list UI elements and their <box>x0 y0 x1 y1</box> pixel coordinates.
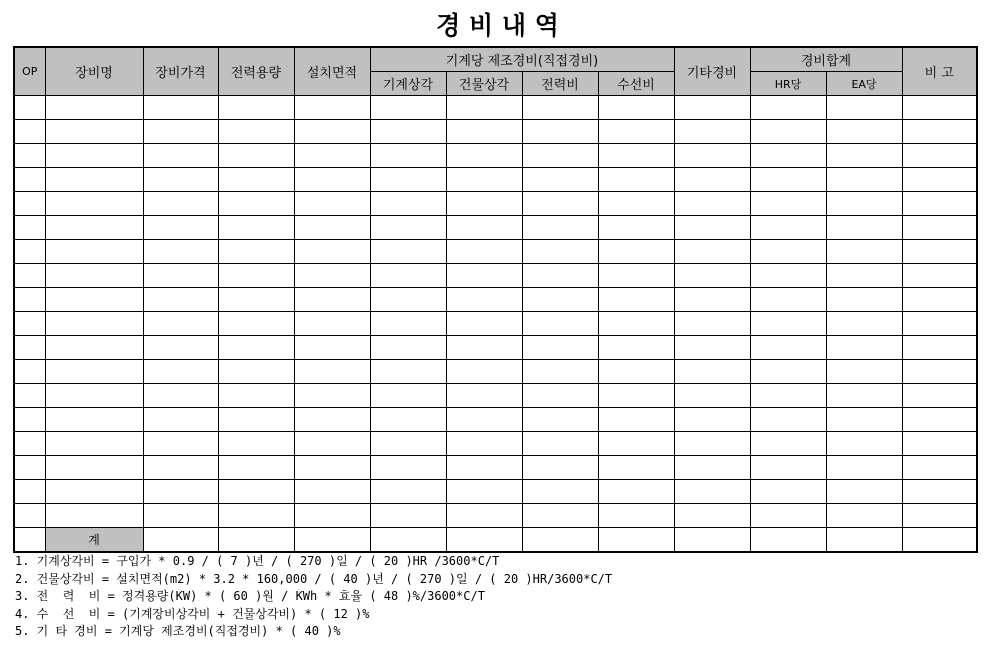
table-cell[interactable] <box>14 168 45 192</box>
table-cell[interactable] <box>218 216 294 240</box>
table-cell[interactable] <box>143 120 218 144</box>
table-cell[interactable] <box>674 240 750 264</box>
table-cell[interactable] <box>218 312 294 336</box>
table-cell[interactable] <box>902 240 977 264</box>
table-cell[interactable] <box>294 192 370 216</box>
table-row <box>14 432 977 456</box>
table-cell[interactable] <box>370 96 446 120</box>
table-cell[interactable] <box>750 456 826 480</box>
table-cell[interactable] <box>143 240 218 264</box>
table-cell[interactable] <box>143 360 218 384</box>
table-cell[interactable] <box>294 144 370 168</box>
table-cell[interactable] <box>143 408 218 432</box>
table-cell[interactable] <box>14 288 45 312</box>
table-cell[interactable] <box>294 96 370 120</box>
table-row <box>14 504 977 528</box>
table-row <box>14 408 977 432</box>
table-cell[interactable] <box>522 120 598 144</box>
table-cell[interactable] <box>674 528 750 553</box>
header-power-capacity: 전력용량 <box>218 47 294 96</box>
table-row <box>14 288 977 312</box>
table-cell[interactable] <box>143 144 218 168</box>
table-cell[interactable] <box>446 240 522 264</box>
table-cell[interactable] <box>446 216 522 240</box>
table-cell[interactable] <box>370 384 446 408</box>
table-cell[interactable] <box>14 336 45 360</box>
table-cell[interactable] <box>750 288 826 312</box>
table-cell[interactable] <box>370 456 446 480</box>
table-cell[interactable] <box>522 480 598 504</box>
table-cell[interactable] <box>370 144 446 168</box>
header-install-area: 설치면적 <box>294 47 370 96</box>
table-row <box>14 480 977 504</box>
header-building-depreciation: 건물상각 <box>446 72 522 96</box>
table-cell[interactable] <box>750 408 826 432</box>
table-row <box>14 144 977 168</box>
table-cell[interactable] <box>446 120 522 144</box>
table-cell[interactable] <box>45 144 143 168</box>
table-cell[interactable] <box>598 312 674 336</box>
table-cell[interactable] <box>218 120 294 144</box>
header-remark: 비 고 <box>902 47 977 96</box>
table-cell[interactable] <box>522 432 598 456</box>
table-cell[interactable] <box>143 336 218 360</box>
table-cell[interactable] <box>750 264 826 288</box>
table-cell[interactable] <box>598 360 674 384</box>
table-cell[interactable] <box>218 504 294 528</box>
table-cell[interactable] <box>143 432 218 456</box>
table-cell[interactable] <box>598 504 674 528</box>
note-line: 2. 건물상각비 = 설치면적(m2) * 3.2 * 160,000 / ( 40 )년 / ( 270 )일 / ( 20 )HR/3600*C/T <box>15 571 613 586</box>
table-cell[interactable] <box>14 192 45 216</box>
table-cell[interactable] <box>446 312 522 336</box>
table-cell[interactable] <box>446 168 522 192</box>
table-cell[interactable] <box>674 96 750 120</box>
table-cell[interactable] <box>902 432 977 456</box>
table-cell[interactable] <box>522 96 598 120</box>
table-row <box>14 96 977 120</box>
table-cell[interactable] <box>218 456 294 480</box>
table-cell[interactable] <box>45 480 143 504</box>
table-cell[interactable] <box>218 384 294 408</box>
table-cell[interactable] <box>522 360 598 384</box>
table-cell[interactable] <box>750 336 826 360</box>
table-row <box>14 168 977 192</box>
table-cell[interactable] <box>750 360 826 384</box>
table-cell[interactable] <box>598 456 674 480</box>
table-cell[interactable] <box>826 384 902 408</box>
table-cell[interactable] <box>902 312 977 336</box>
table-cell[interactable] <box>14 264 45 288</box>
table-cell[interactable] <box>446 504 522 528</box>
table-cell[interactable] <box>294 168 370 192</box>
table-cell[interactable] <box>143 384 218 408</box>
table-cell[interactable] <box>218 528 294 553</box>
table-cell[interactable] <box>750 240 826 264</box>
table-cell[interactable] <box>750 120 826 144</box>
table-cell[interactable] <box>674 288 750 312</box>
table-cell[interactable] <box>674 336 750 360</box>
table-cell[interactable] <box>522 456 598 480</box>
table-cell[interactable] <box>218 408 294 432</box>
table-cell[interactable] <box>522 144 598 168</box>
table-cell[interactable] <box>598 144 674 168</box>
table-cell[interactable] <box>598 384 674 408</box>
table-cell[interactable] <box>674 432 750 456</box>
table-cell[interactable] <box>294 240 370 264</box>
header-per-hour: HR당 <box>750 72 826 96</box>
table-cell[interactable] <box>294 336 370 360</box>
table-cell[interactable] <box>294 456 370 480</box>
table-cell[interactable] <box>294 288 370 312</box>
header-other-expense: 기타경비 <box>674 47 750 96</box>
table-cell[interactable] <box>45 384 143 408</box>
table-row <box>14 384 977 408</box>
table-cell[interactable] <box>522 408 598 432</box>
table-cell[interactable] <box>143 96 218 120</box>
table-row <box>14 216 977 240</box>
table-cell[interactable] <box>14 456 45 480</box>
table-cell[interactable] <box>902 168 977 192</box>
table-cell[interactable] <box>446 336 522 360</box>
table-cell[interactable] <box>446 408 522 432</box>
table-cell[interactable] <box>14 240 45 264</box>
table-cell[interactable] <box>598 288 674 312</box>
table-cell[interactable] <box>826 96 902 120</box>
table-cell[interactable] <box>674 312 750 336</box>
table-cell[interactable] <box>294 504 370 528</box>
table-cell[interactable] <box>370 264 446 288</box>
table-cell[interactable] <box>750 216 826 240</box>
table-cell[interactable] <box>218 96 294 120</box>
table-cell[interactable] <box>902 456 977 480</box>
table-cell[interactable] <box>598 528 674 553</box>
table-cell[interactable] <box>826 216 902 240</box>
table-cell[interactable] <box>14 360 45 384</box>
table-cell[interactable] <box>674 360 750 384</box>
table-cell[interactable] <box>218 360 294 384</box>
table-cell[interactable] <box>750 312 826 336</box>
header-equipment-price: 장비가격 <box>143 47 218 96</box>
table-cell[interactable] <box>370 528 446 553</box>
table-cell[interactable] <box>522 192 598 216</box>
table-cell[interactable] <box>446 96 522 120</box>
table-cell[interactable] <box>370 288 446 312</box>
table-cell[interactable] <box>218 192 294 216</box>
table-cell[interactable] <box>826 408 902 432</box>
table-row <box>14 192 977 216</box>
table-cell[interactable] <box>14 120 45 144</box>
table-cell[interactable] <box>294 528 370 553</box>
table-cell[interactable] <box>522 168 598 192</box>
table-cell[interactable] <box>522 216 598 240</box>
table-cell[interactable] <box>143 480 218 504</box>
table-cell[interactable] <box>826 528 902 553</box>
table-cell[interactable] <box>218 144 294 168</box>
table-cell[interactable] <box>45 264 143 288</box>
table-cell[interactable] <box>522 264 598 288</box>
table-cell[interactable] <box>370 312 446 336</box>
table-cell[interactable] <box>522 288 598 312</box>
table-cell[interactable] <box>674 192 750 216</box>
table-cell[interactable] <box>598 120 674 144</box>
table-cell[interactable] <box>370 240 446 264</box>
table-cell[interactable] <box>294 480 370 504</box>
table-cell[interactable] <box>14 384 45 408</box>
table-cell[interactable] <box>522 336 598 360</box>
table-cell[interactable] <box>45 192 143 216</box>
table-cell[interactable] <box>826 480 902 504</box>
table-cell[interactable] <box>826 120 902 144</box>
table-cell[interactable] <box>826 144 902 168</box>
table-cell[interactable] <box>750 144 826 168</box>
table-cell[interactable] <box>294 384 370 408</box>
header-direct-expense: 기계당 제조경비(직접경비) <box>370 47 674 72</box>
table-cell[interactable] <box>598 432 674 456</box>
table-cell[interactable] <box>598 336 674 360</box>
table-cell[interactable] <box>294 312 370 336</box>
table-cell[interactable] <box>45 288 143 312</box>
table-cell[interactable] <box>14 96 45 120</box>
table-cell[interactable] <box>902 264 977 288</box>
table-cell[interactable] <box>674 384 750 408</box>
note-line: 5. 기 타 경비 = 기계당 제조경비(직접경비) * ( 40 )% <box>15 624 341 639</box>
table-cell[interactable] <box>902 360 977 384</box>
table-cell[interactable] <box>446 144 522 168</box>
table-cell[interactable] <box>750 528 826 553</box>
table-cell[interactable] <box>750 504 826 528</box>
table-cell[interactable] <box>902 96 977 120</box>
table-cell[interactable] <box>750 192 826 216</box>
table-cell[interactable] <box>826 360 902 384</box>
header-repair-cost: 수선비 <box>598 72 674 96</box>
table-cell[interactable] <box>826 312 902 336</box>
header-expense-total: 경비합계 <box>750 47 902 72</box>
table-cell[interactable] <box>446 528 522 553</box>
table-cell[interactable] <box>294 360 370 384</box>
table-cell[interactable] <box>902 144 977 168</box>
table-cell[interactable] <box>143 504 218 528</box>
table-cell[interactable] <box>143 264 218 288</box>
table-cell[interactable] <box>674 264 750 288</box>
table-cell[interactable] <box>750 480 826 504</box>
table-cell[interactable] <box>674 216 750 240</box>
table-cell[interactable] <box>370 168 446 192</box>
table-cell[interactable] <box>370 504 446 528</box>
table-row <box>14 264 977 288</box>
page-title: 경 비 내 역 <box>436 11 559 40</box>
table-cell[interactable] <box>750 432 826 456</box>
table-cell[interactable] <box>218 288 294 312</box>
table-cell[interactable] <box>902 192 977 216</box>
table-cell[interactable] <box>14 528 45 553</box>
table-cell[interactable] <box>218 240 294 264</box>
table-cell[interactable] <box>598 216 674 240</box>
table-cell[interactable] <box>522 384 598 408</box>
table-cell[interactable] <box>522 528 598 553</box>
table-cell[interactable] <box>750 384 826 408</box>
table-cell[interactable] <box>598 408 674 432</box>
table-cell[interactable] <box>902 384 977 408</box>
table-cell[interactable] <box>45 408 143 432</box>
table-cell[interactable] <box>826 168 902 192</box>
table-row <box>14 120 977 144</box>
note-line: 3. 전 력 비 = 정격용량(KW) * ( 60 )원 / KWh * 효율 ( 48 )%/3600*C/T <box>15 589 485 604</box>
table-cell[interactable] <box>674 168 750 192</box>
table-cell[interactable] <box>826 288 902 312</box>
formula-notes <box>15 553 612 641</box>
table-cell[interactable] <box>143 192 218 216</box>
table-cell[interactable] <box>45 96 143 120</box>
table-cell[interactable] <box>902 480 977 504</box>
table-cell[interactable] <box>370 432 446 456</box>
table-cell[interactable] <box>45 504 143 528</box>
table-cell[interactable] <box>674 456 750 480</box>
expense-table <box>13 46 978 553</box>
table-cell[interactable] <box>370 192 446 216</box>
table-cell[interactable] <box>370 480 446 504</box>
table-cell[interactable] <box>294 432 370 456</box>
table-cell[interactable] <box>14 480 45 504</box>
table-cell[interactable] <box>45 432 143 456</box>
table-cell[interactable] <box>14 216 45 240</box>
table-cell[interactable] <box>294 120 370 144</box>
table-cell[interactable] <box>750 96 826 120</box>
table-cell[interactable] <box>294 216 370 240</box>
table-cell[interactable] <box>674 504 750 528</box>
table-cell[interactable] <box>598 168 674 192</box>
table-cell[interactable] <box>294 264 370 288</box>
table-cell[interactable] <box>902 408 977 432</box>
table-cell[interactable] <box>143 288 218 312</box>
total-label: 계 <box>45 528 143 553</box>
table-row <box>14 240 977 264</box>
table-cell[interactable] <box>826 504 902 528</box>
table-cell[interactable] <box>370 336 446 360</box>
table-cell[interactable] <box>45 312 143 336</box>
table-cell[interactable] <box>14 408 45 432</box>
table-cell[interactable] <box>218 432 294 456</box>
table-cell[interactable] <box>45 360 143 384</box>
table-cell[interactable] <box>14 504 45 528</box>
table-cell[interactable] <box>45 168 143 192</box>
table-cell[interactable] <box>446 456 522 480</box>
table-cell[interactable] <box>45 120 143 144</box>
table-cell[interactable] <box>370 216 446 240</box>
header-machine-depreciation: 기계상각 <box>370 72 446 96</box>
table-cell[interactable] <box>370 408 446 432</box>
table-cell[interactable] <box>143 312 218 336</box>
table-cell[interactable] <box>902 120 977 144</box>
table-cell[interactable] <box>674 120 750 144</box>
note-line: 1. 기계상각비 = 구입가 * 0.9 / ( 7 )년 / ( 270 )일 / ( 20 )HR /3600*C/T <box>15 554 500 568</box>
table-cell[interactable] <box>598 192 674 216</box>
table-cell[interactable] <box>446 432 522 456</box>
table-cell[interactable] <box>674 480 750 504</box>
table-cell[interactable] <box>598 240 674 264</box>
table-cell[interactable] <box>902 504 977 528</box>
table-cell[interactable] <box>45 336 143 360</box>
table-cell[interactable] <box>598 264 674 288</box>
table-cell[interactable] <box>143 528 218 553</box>
table-cell[interactable] <box>522 240 598 264</box>
table-cell[interactable] <box>218 336 294 360</box>
table-cell[interactable] <box>902 336 977 360</box>
table-cell[interactable] <box>826 192 902 216</box>
table-cell[interactable] <box>446 384 522 408</box>
table-cell[interactable] <box>45 240 143 264</box>
table-cell[interactable] <box>826 336 902 360</box>
header-electricity-cost: 전력비 <box>522 72 598 96</box>
table-cell[interactable] <box>750 168 826 192</box>
table-cell[interactable] <box>826 264 902 288</box>
table-cell[interactable] <box>446 192 522 216</box>
table-cell[interactable] <box>218 264 294 288</box>
table-cell[interactable] <box>370 360 446 384</box>
table-cell[interactable] <box>14 432 45 456</box>
table-cell[interactable] <box>446 264 522 288</box>
header-per-each: EA당 <box>826 72 902 96</box>
header-equipment-name: 장비명 <box>45 47 143 96</box>
table-cell[interactable] <box>218 480 294 504</box>
table-cell[interactable] <box>218 168 294 192</box>
table-cell[interactable] <box>522 312 598 336</box>
table-cell[interactable] <box>446 360 522 384</box>
table-cell[interactable] <box>674 144 750 168</box>
table-cell[interactable] <box>446 480 522 504</box>
table-cell[interactable] <box>902 288 977 312</box>
table-row <box>14 312 977 336</box>
table-cell[interactable] <box>45 456 143 480</box>
table-cell[interactable] <box>370 120 446 144</box>
table-cell[interactable] <box>598 480 674 504</box>
note-line: 4. 수 선 비 = (기계장비상각비 + 건물상각비) * ( 12 )% <box>15 606 370 621</box>
table-cell[interactable] <box>14 144 45 168</box>
table-cell[interactable] <box>902 528 977 553</box>
table-cell[interactable] <box>826 240 902 264</box>
table-row <box>14 456 977 480</box>
table-cell[interactable] <box>826 456 902 480</box>
total-row <box>14 528 977 553</box>
table-row <box>14 336 977 360</box>
table-cell[interactable] <box>143 216 218 240</box>
table-cell[interactable] <box>143 456 218 480</box>
table-cell[interactable] <box>14 312 45 336</box>
table-cell[interactable] <box>674 408 750 432</box>
header-op: OP <box>14 47 45 96</box>
table-cell[interactable] <box>45 216 143 240</box>
table-cell[interactable] <box>446 288 522 312</box>
table-cell[interactable] <box>598 96 674 120</box>
table-cell[interactable] <box>826 432 902 456</box>
table-row <box>14 360 977 384</box>
table-cell[interactable] <box>294 408 370 432</box>
table-cell[interactable] <box>143 168 218 192</box>
table-cell[interactable] <box>522 504 598 528</box>
table-cell[interactable] <box>902 216 977 240</box>
